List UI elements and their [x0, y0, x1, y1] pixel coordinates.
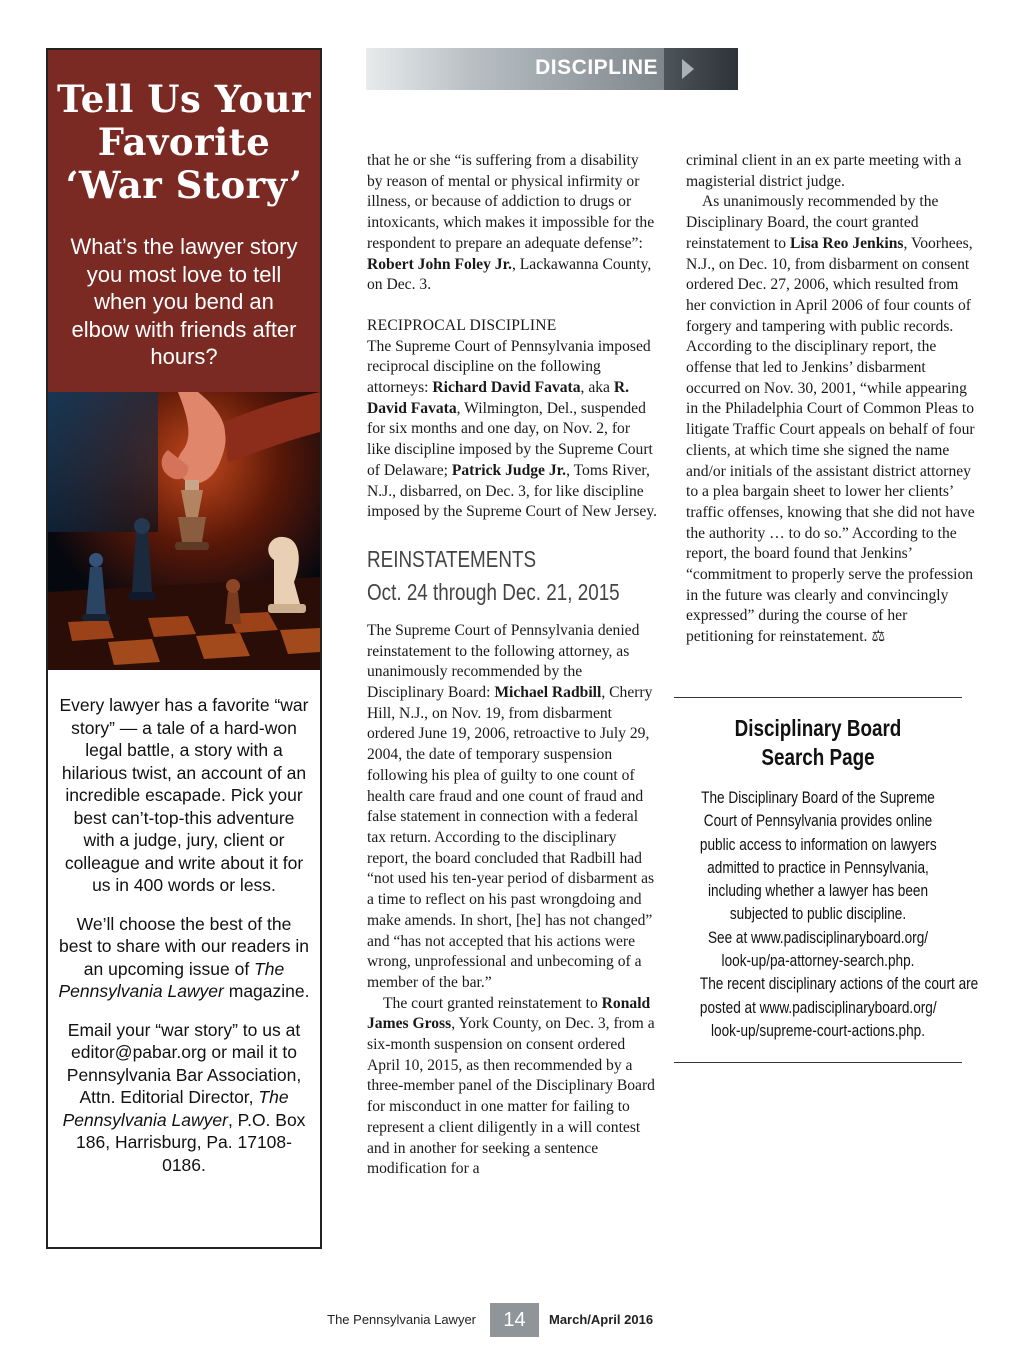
paragraph: The Supreme Court of Pennsylvania imposed reciprocal discipline on the following attorneys: Richard David Favata, aka R. David Favata, Wilmington, Del., suspended for six months and one day, on Nov. 2, for like discipline imposed by the Supreme Court of Delaware; Patrick Judge Jr., Toms River, N.J., disbarred, on Dec. 3, for like discipline imposed by the Supreme Court of New Jersey.: [367, 337, 658, 521]
war-story-ad: [46, 48, 322, 1249]
article-column-2: [686, 151, 978, 648]
ad-body: [48, 670, 320, 1176]
search-url: look-up/pa-attorney-search.php.: [721, 951, 915, 971]
ad-paragraph-1: Every lawyer has a favorite “war story” — a tale of a hard-won legal battle, a story with a hilarious twist, an account of an incredible escapade. Pick your best can’t-top-this adventure with a judge, jury, client or colleague and write about it for us in 400 words or less.: [59, 695, 309, 895]
subhead-reciprocal: RECIPROCAL DISCIPLINE: [367, 316, 557, 334]
paragraph: The Supreme Court of Pennsylvania denied reinstatement to the following attorney, as unanimously recommended by the Disciplinary Board: Michael Radbill, Cherry Hill, N.J., on Nov. 19, from disbarment ordered June 19, 2006, retroactive to July 29, 2004, the date of temporary suspension following his plea of guilty to one count of health care fraud and one count of fraud and false statement in connection with a federal tax return. According to the disciplinary report, the board concluded that Radbill had “not used his ten-year period of disbarment as a time to reflect on his past wrongdoing and make amends. In short, [he] has not changed” and “has not accepted that his actions were wrong, unprofessional and unbecoming of a member of the bar.”: [367, 621, 655, 991]
paragraph: As unanimously recommended by the Disciplinary Board, the court granted reinstatement to Lisa Reo Jenkins, Voorhees, N.J., on Dec. 10, from disbarment on consent ordered Dec. 27, 2006, which resulted from her conviction in April 2006 of four counts of forgery and tampering with public records. According to the disciplinary report, the offense that led to Jenkins’ disbarment occurred on Nov. 30, 2001, “while appearing in the Philadelphia Court of Common Pleas to litigate Traffic Court appeals on behalf of four clients, at which time she signed the name and/or initials of the assistant district attorney to a plea bargain sheet to lower her clients’ traffic offenses, knowing that she did not have the authority … to do so.” According to the report, the board found that Jenkins’ “commitment to properly serve the profession in the future was clearly and convincingly expressed” during the course of her petitioning for reinstatement. ⚖: [686, 193, 975, 646]
paragraph: criminal client in an ex parte meeting with a magisterial district judge.: [686, 152, 962, 190]
magazine-name: The Pennsylvania Lawyer: [58, 958, 285, 1001]
attorney-name: Michael Radbill: [494, 684, 602, 702]
ad-subtitle: What’s the lawyer story you most love to tell when you bend an elbow with friends after hours?: [70, 234, 298, 369]
publication-name: The Pennsylvania Lawyer: [327, 1312, 476, 1327]
paragraph: The court granted reinstatement to Ronald James Gross, York County, on Dec. 3, from a six-month suspension on consent ordered April 10, 2015, as then recommended by a three-member panel of the Disciplinary Board for misconduct in one matter for failing to represent a client diligently in a will contest and in another for seeking a sentence modification for a: [367, 994, 655, 1178]
box-title: Disciplinary Board Search Page: [734, 715, 902, 770]
chess-illustration: [48, 392, 320, 670]
play-arrow-icon: [682, 59, 694, 79]
box-text: The Disciplinary Board of the Supreme Court of Pennsylvania provides online public access to information on lawyers admitted to practice in Pennsylvania, including whether a lawyer has been subjected to public discipline. See at www.padisciplinaryboard.org/ look-up/pa-attorney-search.php. The recent disciplinary actions of the court are posted at www.padisciplinaryboard.org/ look-up/supreme-court-actions.php.: [674, 786, 962, 1042]
attorney-name: Ronald James Gross: [367, 994, 651, 1033]
chess-photo: [48, 392, 320, 670]
section-label: DISCIPLINE: [535, 56, 658, 79]
paragraph: that he or she “is suffering from a disability by reason of mental or physical infirmity or illness, or because of addiction to drugs or intoxicants, which makes it impossible for the respondent to prepare an adequate defense”: Robert John Foley Jr., Lackawanna County, on Dec. 3.: [367, 152, 655, 294]
section-heading-reinstatements: REINSTATEMENTS Oct. 24 through Dec. 21, 2015: [367, 545, 620, 605]
ad-title: Tell Us Your Favorite ‘War Story’: [56, 77, 312, 207]
attorney-name: R. David Favata: [367, 379, 630, 417]
scales-of-justice-icon: ⚖: [871, 628, 886, 646]
attorney-name: Patrick Judge Jr.: [451, 461, 567, 479]
search-url: See at www.padisciplinaryboard.org/: [707, 927, 929, 947]
disciplinary-board-box: [674, 714, 979, 1042]
header-dark-box: [664, 48, 738, 90]
issue-date: March/April 2016: [549, 1312, 654, 1327]
ad-header: [48, 50, 320, 392]
attorney-name: Robert John Foley Jr.: [367, 255, 512, 273]
actions-url: posted at www.padisciplinaryboard.org/: [699, 997, 937, 1017]
divider-bottom: [674, 1062, 962, 1063]
attorney-name: Richard David Favata: [432, 379, 581, 397]
actions-url: look-up/supreme-court-actions.php.: [710, 1020, 926, 1040]
article-column-1: [367, 151, 657, 1180]
magazine-name: The Pennsylvania Lawyer: [62, 1087, 289, 1130]
divider-top: [674, 697, 962, 698]
ad-paragraph-2: We’ll choose the best of the best to share with our readers in an upcoming issue of The Pennsylvania Lawyer magazine.: [58, 913, 310, 1001]
page-footer: [0, 1303, 1024, 1337]
blue-shadow: [48, 392, 158, 532]
attorney-name: Lisa Reo Jenkins: [789, 234, 904, 252]
ad-paragraph-3: Email your “war story” to us at editor@pabar.org or mail it to Pennsylvania Bar Association, Attn. Editorial Director, The Pennsylvania Lawyer, P.O. Box 186, Harrisburg, Pa. 17108-0186.: [62, 1019, 306, 1175]
page-number: 14: [490, 1303, 539, 1337]
section-header-bar: [366, 48, 738, 90]
